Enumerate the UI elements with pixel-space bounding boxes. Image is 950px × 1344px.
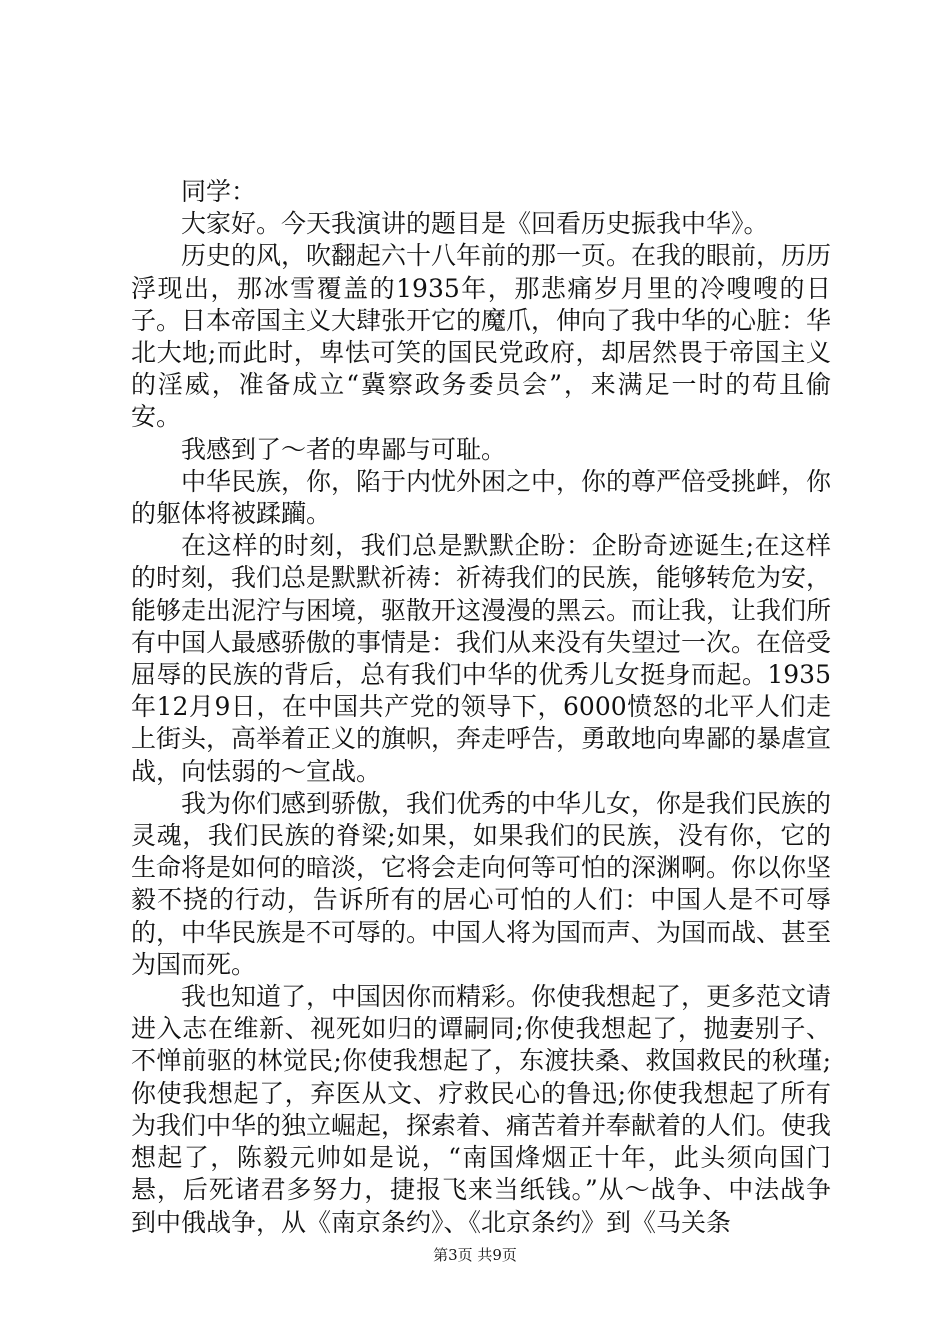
paragraph: 我也知道了，中国因你而精彩。你使我想起了，更多范文请进入志在维新、视死如归的谭嗣同;你使我想起了，抛妻别子、不惮前驱的林觉民;你使我想起了，东渡扶桑、救国救民的秋瑾;你使我想起了，弃医从文、疗救民心的鲁迅;你使我想起了所有为我们中华的独立崛起，探索着、痛苦着并奉献着的人们。使我想起了，陈毅元帅如是说，“南国烽烟正十年，此头须向国门悬，后死诸君多努力，捷报飞来当纸钱。”从～战争、中法战争到中俄战争，从《南京条约》、《北京条约》到《马关条 (131, 982, 832, 1237)
paragraph: 在这样的时刻，我们总是默默企盼：企盼奇迹诞生;在这样的时刻，我们总是默默祈祷：祈祷我们的民族，能够转危为安，能够走出泥泞与困境，驱散开这漫漫的黑云。而让我，让我们所有中国人最感骄傲的事情是：我们从来没有失望过一次。在倍受屈辱的民族的背后，总有我们中华的优秀儿女挺身而起。1935年12月9日，在中国共产党的领导下，6000愤怒的北平人们走上街头，高举着正义的旗帜，奔走呼告，勇敢地向卑鄙的暴虐宣战，向怯弱的～宣战。 (131, 531, 832, 786)
paragraph: 我感到了～者的卑鄙与可耻。 (181, 434, 507, 464)
page-number-footer: 第3页 共9页 (433, 1246, 517, 1264)
paragraph: 我为你们感到骄傲，我们优秀的中华儿女，你是我们民族的灵魂，我们民族的脊梁;如果，如果我们的民族，没有你，它的生命将是如何的暗淡，它将会走向何等可怕的深渊啊。你以你坚毅不挠的行动，告诉所有的居心可怕的人们：中国人是不可辱的，中华民族是不可辱的。中国人将为国而声、为国而战、甚至为国而死。 (131, 788, 832, 979)
paragraph: 中华民族，你，陷于内忧外困之中，你的尊严倍受挑衅，你的躯体将被蹂躏。 (131, 466, 832, 529)
document-body (131, 176, 831, 1239)
paragraph: 历史的风，吹翻起六十八年前的那一页。在我的眼前，历历浮现出，那冰雪覆盖的1935年，那悲痛岁月里的冷嗖嗖的日子。日本帝国主义大肆张开它的魔爪，伸向了我中华的心脏：华北大地;而此时，卑怯可笑的国民党政府，却居然畏于帝国主义的淫威，准备成立“冀察政务委员会”，来满足一时的苟且偷安。 (131, 241, 832, 432)
paragraph-salutation: 同学： (181, 177, 257, 206)
paragraph-greeting: 大家好。今天我演讲的题目是《回看历史振我中华》。 (181, 209, 769, 239)
